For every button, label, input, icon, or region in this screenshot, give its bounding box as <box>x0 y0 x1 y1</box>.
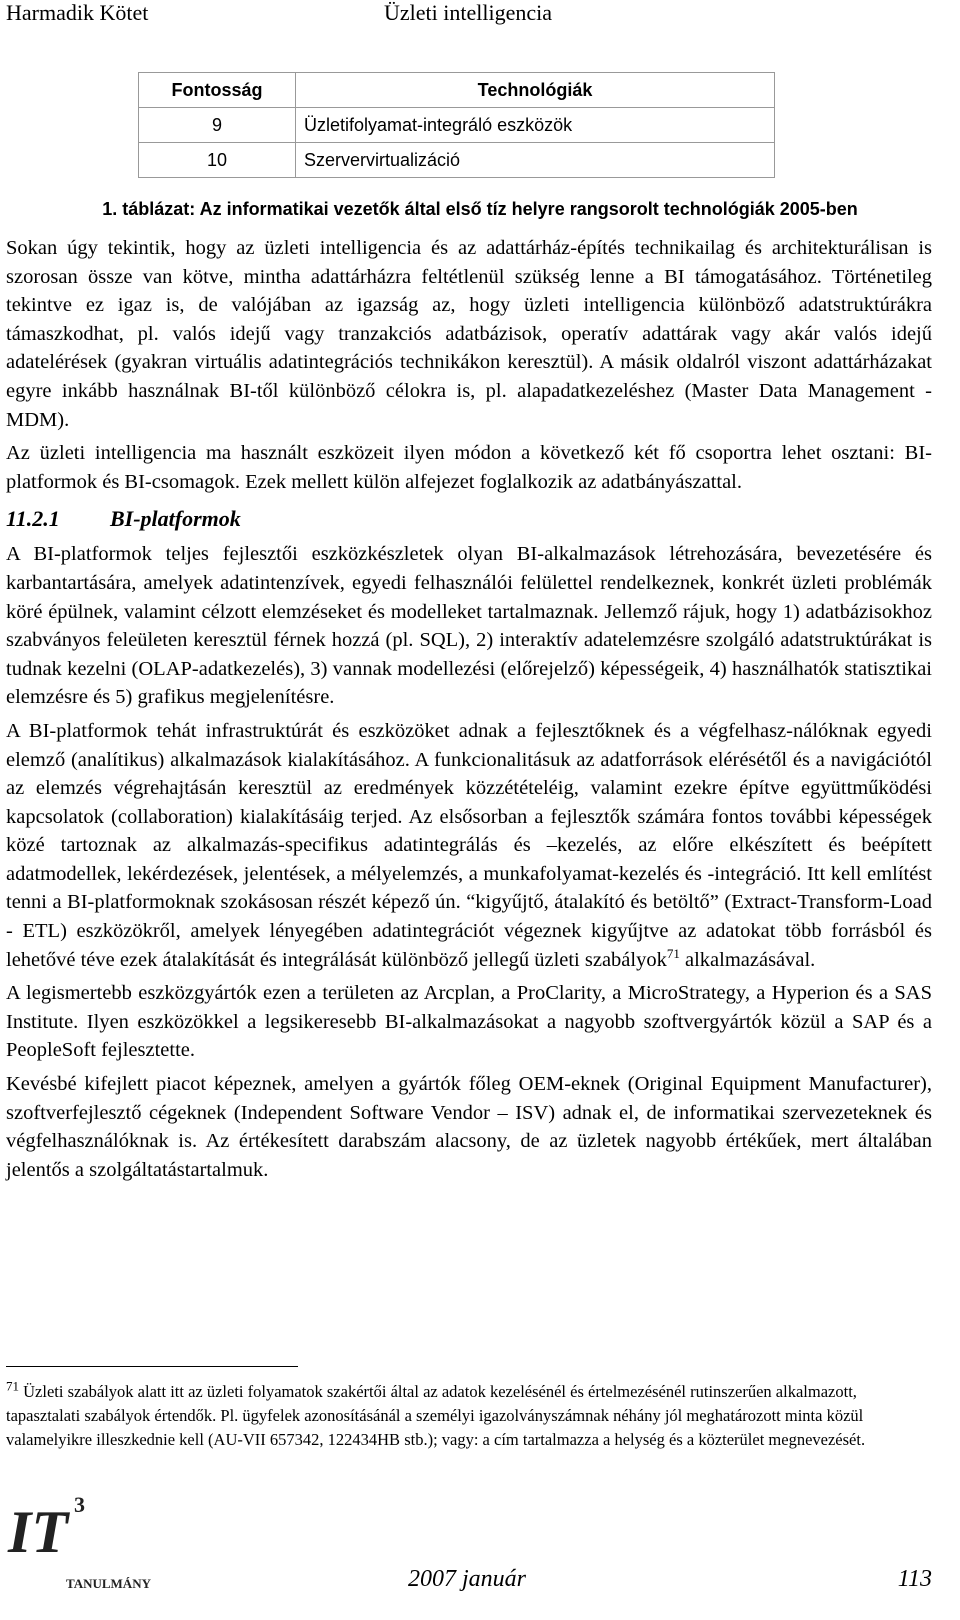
it3-logo <box>4 1490 164 1600</box>
table-row <box>139 143 775 178</box>
table-cell-technology: Üzletifolyamat-integráló eszközök <box>296 108 775 143</box>
footnote <box>6 1380 926 1452</box>
table-header-technologies: Technológiák <box>296 73 775 108</box>
section-heading-title: BI-platformok <box>110 506 241 532</box>
footnote-text: Üzleti szabályok alatt itt az üzleti folyamatok szakértői által az adatok kezelésénél és értelmezésénél rutinszerűen alkalmazott, tapasztalati szabályok értendők. Pl. ügyfelek azonosításánál a személyi igazolványszámnak néhány jól meghatározott minta közül valamelyikre illeszkednie kell (AU-VII 657342, 122434HB stb.); vagy: a cím tartalmazza a helység és a közterület megnevezését. <box>6 1382 866 1449</box>
technology-ranking-table <box>138 72 775 178</box>
logo-subtitle: TANULMÁNY <box>66 1576 151 1591</box>
paragraph-market: Kevésbé kifejlett piacot képeznek, amelyen a gyártók főleg OEM-eknek (Original Equipment Manufacturer), szoftverfejlesztő cégeknek (Independent Software Vendor – ISV) adnak el, de informatikai szervezeteknek és végfelhasználóknak is. Az értékesített darabszám alacsony, de az üzletek nagyobb értékűek, mert általában jelentős a szolgáltatástartalmuk. <box>6 1073 932 1181</box>
footnote-number: 71 <box>6 1378 19 1394</box>
section-heading-number: 11.2.1 <box>6 506 60 532</box>
logo-superscript: 3 <box>74 1492 85 1517</box>
paragraph-tool-groups: Az üzleti intelligencia ma használt eszközeit ilyen módon a következő két fő csoportra lehet osztani: BI-platformok és BI-csomagok. Ezek mellett külön alfejezet foglalkozik az adatbányászattal. <box>6 442 932 493</box>
paragraph-intro: Sokan úgy tekintik, hogy az üzleti intelligencia és az adattárház-építés technikailag és architekturálisan is szorosan össze van kötve, mintha adattárházra feltétlenül szükség lenne a BI támogatásához. Történetileg tekintve ez igaz is, de valójában az igazság az, hogy üzleti intelligencia különböző adatstruktúrákra támaszkodhat, pl. valós idejű vagy tranzakciós adatbázisok, operatív adattárak vagy akár valós idejű adatelérések (gyakran virtuális adatintegrációs technikákon keresztül). A másik oldalról viszont adattárházakat egyre inkább használnak BI-től különböző célokra is, pl. alapadatkezeléshez (Master Data Management - MDM). <box>6 237 932 431</box>
main-content <box>6 234 932 1189</box>
section-title: Üzleti intelligencia <box>384 0 552 25</box>
table-caption: 1. táblázat: Az informatikai vezetők által első tíz helyre rangsorolt technológiák 2005-ben <box>102 199 858 219</box>
page-header <box>0 0 960 34</box>
footnote-reference[interactable]: 71 <box>666 945 680 961</box>
paragraph-text: A BI-platformok tehát infrastruktúrát és eszközöket adnak a fejlesztőknek és a végfelhasz-nálóknak egyedi elemző (analítikus) alkalmazások kialakításához. A funkcionalitásuk az adatforrások elérésétől és a navigációtól az elemzés végrehajtásán keresztül az eredmények közzétételéig, valamint ezekre építve együttműködési kapcsolatok (collaboration) kialakításáig terjed. Az elsősorban a fejlesztők számára fontos további képességek közé tartoznak az alkalmazás-specifikus adatintegrálás és –kezelés, az előre elkészített és beépített adatmodellek, lekérdezések, jelentések, a mélyelemzés, a munkafolyamat-kezelés és -integráció. Itt kell említést tenni a BI-platformoknak szokásosan részét képező ún. “kigyűjtő, átalakító és betöltő” (Extract-Transform-Load - ETL) eszközökről, amelyek lényegében adatintegrációt végeznek kigyűjtve az adatokat több forrásból és lehetővé téve ezek átalakítását és integrálását különböző jellegű üzleti szabályok <box>6 719 932 971</box>
table-header-importance: Fontosság <box>139 73 296 108</box>
footnote-separator <box>6 1366 298 1367</box>
paragraph-bi-platforms: A BI-platformok teljes fejlesztői eszközkészletek olyan BI-alkalmazások létrehozására, bevezetésére és karbantartására, amelyek adatintenzívek, egyedi felhasználói felülettel rendelkeznek, konkrét üzleti problémák köré épülnek, valamint célzott elemzéseket és modelleket tartalmaznak. Jellemző rájuk, hogy 1) adatbázisokhoz szabványos feleületen keresztül férnek hozzá (pl. SQL), 2) interaktív adatelemzésre szolgáló adatstruktúrákat is tudnak kezelni (OLAP-adatkezelés), 3) vannak modellezési (előrejelző) képességeik, 4) használhatók statisztikai elemzésre és 5) grafikus megjelenítésre. <box>6 543 932 709</box>
book-title: Harmadik Kötet <box>6 0 149 25</box>
table-cell-technology: Szervervirtualizáció <box>296 143 775 178</box>
table-header-row <box>139 73 775 108</box>
page-number: 113 <box>897 1566 932 1592</box>
footer-date: 2007 január <box>408 1566 527 1592</box>
table-cell-rank: 9 <box>139 108 296 143</box>
section-heading <box>6 504 932 534</box>
logo-text: IT <box>8 1499 68 1565</box>
paragraph-vendors: A legismertebb eszközgyártók ezen a területen az Arcplan, a ProClarity, a MicroStrategy, a Hyperion és a SAS Institute. Ilyen eszközökkel a legsikeresebb BI-alkalmazásokat a nagyobb szoftvergyártók közül a SAP és a PeopleSoft fejlesztette. <box>6 982 932 1062</box>
table-cell-rank: 10 <box>139 143 296 178</box>
table-row <box>139 108 775 143</box>
paragraph-bi-platform-functions <box>6 717 932 974</box>
paragraph-text-end: alkalmazásával. <box>679 948 816 971</box>
